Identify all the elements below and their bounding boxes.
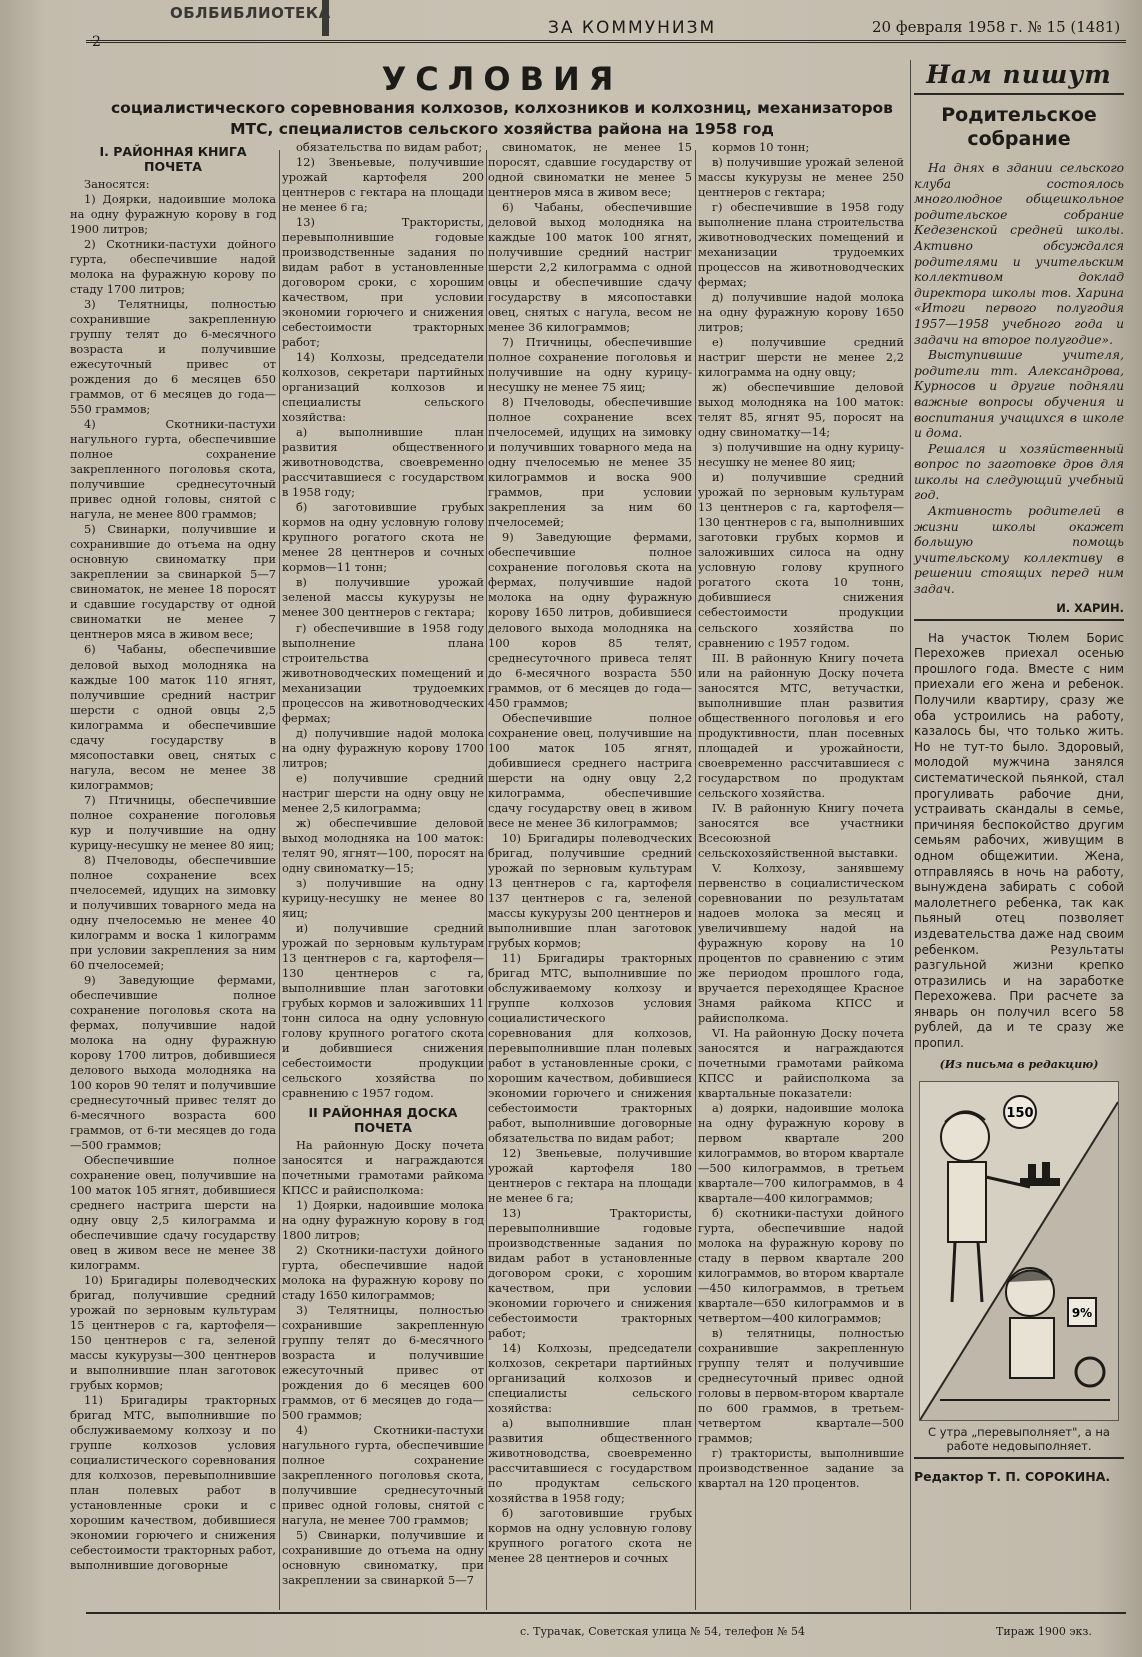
paragraph: 9) Заведующие фермами, обеспечившие полное сохранение поголовья скота на фермах, получившие надой молока на одну фуражную корову 1700 литров, добившиеся делового выхода молодняка на 100 коров 90 телят и получившие среднесуточный привес телят до 6-месячного возраста 600 граммов, от 6-ти месяцев до года—500 граммов; bbox=[70, 972, 276, 1152]
article-headline bbox=[90, 60, 914, 140]
paragraph: 14) Колхозы, председатели колхозов, секретари партийных организаций колхозов и специалисты сельского хозяйства: bbox=[488, 1341, 692, 1416]
editor-credit: Редактор Т. П. СОРОКИНА. bbox=[914, 1468, 1111, 1484]
paragraph: 5) Свинарки, получившие и сохранившие до отъема на одну основную свиноматку при закреплении за свинаркой 5—7 свиноматок, не менее 18 поросят и сдавшие государству от одной свиноматки не менее 7 центнеров мяса в живом весе; bbox=[70, 522, 276, 642]
paragraph: 4) Скотники-пастухи нагульного гурта, обеспечившие полное сохранение закрепленного поголовья скота, получившие среднесуточный привес одной головы, снятой с нагула, не менее 800 граммов; bbox=[70, 417, 276, 522]
paragraph: обязательства по видам работ; bbox=[296, 140, 483, 154]
column-2-text-b bbox=[282, 1138, 484, 1588]
paragraph: 14) Колхозы, председатели колхозов, секретари партийных организаций колхозов и специалисты сельского хозяйства: bbox=[282, 350, 484, 425]
cartoon-illustration bbox=[919, 1081, 1119, 1421]
paragraph: з) получившие на одну курицу-несушку не менее 80 яиц; bbox=[282, 875, 484, 920]
paragraph: Заносятся: bbox=[84, 177, 150, 191]
paragraph: 2) Скотники-пастухи дойного гурта, обеспечившие надой молока на фуражную корову по стаду 1650 килограммов; bbox=[282, 1243, 484, 1303]
paragraph: д) получившие надой молока на одну фуражную корову 1700 литров; bbox=[282, 725, 484, 770]
article-title: УСЛОВИЯ bbox=[381, 60, 623, 98]
paragraph: Активность родителей в жизни школы окажет большую помощь учительскому коллективу в решении стоящих перед ним задач. bbox=[914, 504, 1124, 597]
rubric-rule bbox=[914, 93, 1124, 95]
paragraph: г) обеспечившие в 1958 году выполнение плана строительства животноводческих помещений и механизации трудоемких процессов на животноводческих фермах; bbox=[282, 620, 484, 725]
letter-title: Родительское собрание bbox=[941, 104, 1097, 150]
letter-text bbox=[914, 161, 1124, 598]
sidebar bbox=[914, 60, 1124, 1610]
paragraph: 6) Чабаны, обеспечившие деловой выход молодняка на каждые 100 маток 110 ягнят, получившие средний настриг шерсти с одной овцы 2,5 килограмма и обеспечившие сдачу государству в мясопоставки овец, снятых с нагула, весом не менее 38 килограммов; bbox=[70, 642, 276, 792]
cartoon-caption: С утра „перевыполняет", а на работе недовыполняет. bbox=[928, 1424, 1110, 1453]
sidebar-rule bbox=[914, 619, 1124, 621]
story-paragraph: На участок Тюлем Борис Перехожев приехал осенью прошлого года. Вместе с ним приехали его жена и ребенок. Получили квартиру, сразу же оба устроились на работу, казалось бы, что только жить. Но не тут-то было. Здоровый, молодой мужчина занялся систематической пьянкой, стал прогуливать рабочие дни, устраивать скандалы в семье, причиняя беспокойство другим семьям рабочих, живущим в одном общежитии. Жена, отправляясь в ночь на работу, вынуждена забирать с собой малолетнего ребенка, так как пьяный отец позволяет издевательства даже над своим ребенком. Результаты разгульной жизни крепко отразились и на заработке Перехожева. При расчете за январь он получил всего 58 рублей, да и те сразу же пропил. bbox=[914, 630, 1124, 1051]
paragraph: 4) Скотники-пастухи нагульного гурта, обеспечившие полное сохранение закрепленного поголовья скота, получившие среднесуточный привес одной головы, снятой с нагула, не менее 700 граммов; bbox=[282, 1423, 484, 1528]
paragraph: 8) Пчеловоды, обеспечившие полное сохранение всех пчелосемей, идущих на зимовку и получивших товарного меда на одну пчелосемью не менее 35 килограммов и воска 900 граммов, при условии закрепления за ним 60 пчелосемей; bbox=[488, 395, 692, 530]
paragraph: IV. В районную Книгу почета заносятся все участники Всесоюзной сельскохозяйственной выставки. bbox=[698, 800, 904, 860]
paragraph: 7) Птичницы, обеспечившие полное сохранение поголовья кур и получившие на одну курицу-несушку не менее 80 яиц; bbox=[70, 792, 276, 852]
paragraph: 11) Бригадиры тракторных бригад МТС, выполнившие по обслуживаемому колхозу и по группе колхозов условия социалистического соревнования для колхозов, перевыполнившие план полевых работ в установленные сроки и с хорошим качеством, добившиеся экономии горючего и снижения себестоимости тракторных работ, выполнившие договорные bbox=[70, 1393, 276, 1573]
paragraph: в) получившие урожай зеленой массы кукурузы не менее 250 центнеров с гектара; bbox=[698, 155, 904, 200]
article-column-3 bbox=[488, 140, 692, 1608]
issue-date: 20 февраля 1958 г. № 15 (1481) bbox=[872, 18, 1121, 36]
column-4-text bbox=[698, 140, 904, 1491]
paragraph: е) получившие средний настриг шерсти на одну овцу не менее 2,5 килограмма; bbox=[282, 770, 484, 815]
page-number: 2 bbox=[92, 34, 101, 50]
footer-address: с. Турачак, Советская улица № 54, телефон № 54 bbox=[520, 1625, 805, 1638]
paragraph: 10) Бригадиры полеводческих бригад, получившие средний урожай по зерновым культурам 13 центнеров с га, картофеля 137 центнеров с га, зеленой массы кукурузы 200 центнеров и выполнившие план заготовок грубых кормов; bbox=[488, 830, 692, 950]
paragraph: 13) Трактористы, перевыполнившие годовые производственные задания по видам работ в установленные договором сроки, с хорошим качеством, при условии экономии горючего и снижения себестоимости тракторных работ; bbox=[282, 215, 484, 350]
paragraph: 3) Телятницы, полностью сохранившие закрепленную группу телят до 6-месячного возраста и получившие ежесуточный привес от рождения до 6 месяцев 600 граммов, от 6 месяцев до года—500 граммов; bbox=[282, 1303, 484, 1423]
from-letter-note: (Из письма в редакцию) bbox=[939, 1057, 1099, 1071]
paragraph: 9) Заведующие фермами, обеспечившие полное сохранение поголовья скота на фермах, получившие надой молока на одну фуражную корову 1650 литров, добившиеся делового выхода молодняка на 100 коров 85 телят, среднесуточного привеса телят до 6-месячного возраста 550 граммов, от 6 месяцев до года—450 граммов; bbox=[488, 530, 692, 710]
letter-signature: И. ХАРИН. bbox=[1056, 600, 1124, 615]
top-rule bbox=[86, 40, 1126, 43]
paragraph: б) заготовившие грубых кормов на одну условную голову крупного рогатого скота не менее 28 центнеров и сочных кормов—11 тонн; bbox=[282, 500, 484, 575]
paragraph: На днях в здании сельского клуба состоялось многолюдное общешкольное родительское собрание Кедезенской средней школы. Активно обсуждался родителями и учительским коллективом доклад директора школы тов. Харина «Итоги первого полугодия 1957—1958 учебного года и задачи на второе полугодие». bbox=[914, 161, 1124, 347]
cartoon-label-9: 9% bbox=[1071, 1305, 1093, 1320]
paragraph: VI. На районную Доску почета заносятся и награждаются почетными грамотами райкома КПСС и райисполкома за квартальные показатели: bbox=[698, 1025, 904, 1100]
paragraph: 13) Трактористы, перевыполнившие годовые производственные задания по видам работ в установленные договором сроки, с хорошим качеством, при условии экономии горючего и снижения себестоимости тракторных работ; bbox=[488, 1206, 692, 1341]
paragraph: б) скотники-пастухи дойного гурта, обеспечившие надой молока на фуражную корову по стаду в первом квартале 200 килограммов, во втором квартале—450 килограммов, в третьем квартале—650 килограммов и в четвертом—400 килограммов; bbox=[698, 1206, 904, 1326]
paragraph: свиноматок, не менее 15 поросят, сдавшие государству от одной свиноматки не менее 5 центнеров мяса в живом весе; bbox=[488, 140, 692, 200]
paragraph: ж) обеспечившие деловой выход молодняка на 100 маток: телят 90, ягнят—100, поросят на одну свиноматку—15; bbox=[282, 815, 484, 875]
section-1-heading: I. РАЙОННАЯ КНИГА ПОЧЕТА bbox=[99, 144, 247, 174]
paragraph: 7) Птичницы, обеспечившие полное сохранение поголовья и получившие на одну курицу-несушку не менее 75 яиц; bbox=[488, 335, 692, 395]
paragraph: в) получившие урожай зеленой массы кукурузы не менее 300 центнеров с гектара; bbox=[282, 575, 484, 620]
paragraph: 11) Бригадиры тракторных бригад МТС, выполнившие по обслуживаемому колхозу и группе колхозов условия социалистического соревнования для колхозов, перевыполнившие план полевых работ в установленные сроки, с хорошим качеством, добившиеся экономии горючего и снижения себестоимости тракторных работ, выполнившие договорные обязательства по видам работ; bbox=[488, 950, 692, 1146]
article-column-4 bbox=[698, 140, 904, 1608]
section-2-heading: II РАЙОННАЯ ДОСКА ПОЧЕТА bbox=[308, 1105, 458, 1135]
story-text bbox=[914, 631, 1124, 1052]
column-divider bbox=[695, 150, 696, 1610]
paragraph: а) доярки, надоившие молока на одну фуражную корову в первом квартале 200 килограммов, во втором квартале—500 килограммов, в третьем квартале—700 килограммов, в 4 квартале—400 килограммов; bbox=[698, 1101, 904, 1206]
paragraph: 10) Бригадиры полеводческих бригад, получившие средний урожай по зерновым культурам 15 центнеров с га, картофеля—150 центнеров с га, зеленой массы кукурузы—300 центнеров и выполнившие план заготовок грубых кормов; bbox=[70, 1273, 276, 1393]
column-2-text-a bbox=[282, 140, 484, 1101]
column-divider bbox=[279, 150, 280, 1610]
library-stamp: ОБЛБИБЛИОТЕКА bbox=[170, 4, 331, 22]
paragraph: в) телятницы, полностью сохранившие закрепленную группу телят и получившие среднесуточный привес одной головы в первом-втором квартале по 600 граммов, в третьем-четвертом квартале—500 граммов; bbox=[698, 1326, 904, 1446]
paragraph: 1) Доярки, надоившие молока на одну фуражную корову в год 1800 литров; bbox=[282, 1198, 484, 1243]
paragraph: д) получившие надой молока на одну фуражную корову 1650 литров; bbox=[698, 290, 904, 335]
article-column-1 bbox=[70, 140, 276, 1608]
paragraph: 1) Доярки, надоившие молока на одну фуражную корову в год 1900 литров; bbox=[70, 192, 276, 237]
paragraph: Обеспечившие полное сохранение овец, получившие на 100 маток 105 ягнят, добившиеся среднего настрига шерсти на одну овцу 2,2 килограмма, обеспечившие сдачу государству овец в живом весе не менее 36 килограммов; bbox=[488, 710, 692, 830]
paragraph: е) получившие средний настриг шерсти не менее 2,2 килограмма на одну овцу; bbox=[698, 335, 904, 380]
article-column-2 bbox=[282, 140, 484, 1608]
column-3-text bbox=[488, 140, 692, 1566]
paragraph: Обеспечившие полное сохранение овец, получившие на 100 маток 105 ягнят, добившиеся среднего настрига шерсти на одну овцу 2,5 килограмма и обеспечившие сдачу государству овец в живом весе не менее 38 килограмм. bbox=[70, 1153, 276, 1273]
paragraph: 5) Свинарки, получившие и сохранившие до отъема на одну основную свиноматку, при закреплении за свинаркой 5—7 bbox=[282, 1528, 484, 1588]
paragraph: 8) Пчеловоды, обеспечившие полное сохранение всех пчелосемей, идущих на зимовку и получивших товарного меда на одну пчелосемью не менее 40 килограмм и воска 1 килограмм при условии закрепления за ним 60 пчелосемей; bbox=[70, 852, 276, 972]
paragraph: V. Колхозу, занявшему первенство в социалистическом соревновании по результатам надоев молока за месяц и увеличившему надой на фуражную корову на 10 процентов по сравнению с этим же периодом прошлого года, вручается переходящее Красное Знамя райкома КПСС и райисполкома. bbox=[698, 860, 904, 1025]
paragraph: На районную Доску почета заносятся и награждаются почетными грамотами райкома КПСС и райисполкома: bbox=[282, 1138, 484, 1198]
editor-rule bbox=[914, 1457, 1124, 1459]
paragraph: 12) Звеньевые, получившие урожай картофеля 200 центнеров с гектара на площади не менее 6 га; bbox=[282, 155, 484, 215]
footer-circulation: Тираж 1900 экз. bbox=[996, 1625, 1092, 1638]
paragraph: 6) Чабаны, обеспечившие деловой выход молодняка на каждые 100 маток 100 ягнят, получившие средний настриг шерсти 2,2 килограмма с одной овцы и обеспечившие сдачу государству в мясопоставки овец, снятых с нагула, весом не менее 36 килограммов; bbox=[488, 200, 692, 335]
paragraph: ж) обеспечившие деловой выход молодняка на 100 маток: телят 85, ягнят 95, поросят на одну свиноматку—14; bbox=[698, 380, 904, 440]
article-subtitle: социалистического соревнования колхозов, колхозников и колхозниц, механизаторов МТС, специалистов сельского хозяйства района на 1958 год bbox=[110, 99, 893, 138]
bottom-rule bbox=[86, 1612, 1126, 1614]
paragraph: и) получившие средний урожай по зерновым культурам 13 центнеров с га, картофеля—130 центнеров с га, выполнивших заготовки грубых кормов и заложивших силоса на одну условную голову крупного рогатого скота 10 тонн, добившиеся снижения себестоимости продукции сельского хозяйства по сравнению с 1957 годом. bbox=[698, 470, 904, 650]
column-1-text bbox=[70, 177, 276, 1573]
paragraph: а) выполнившие план развития общественного животноводства, своевременно рассчитавшиеся с государством в 1958 году; bbox=[282, 425, 484, 500]
sidebar-divider bbox=[910, 60, 911, 1610]
paragraph: III. В районную Книгу почета или на районную Доску почета заносятся МТС, ветучастки, выполнившие план развития общественного поголовья и его продуктивности, план посевных площадей и урожайности, своевременно рассчитавшиеся с государством по продуктам сельского хозяйства. bbox=[698, 650, 904, 800]
paragraph: 2) Скотники-пастухи дойного гурта, обеспечившие надой молока на фуражную корову по стаду 1700 литров; bbox=[70, 237, 276, 297]
paragraph: б) заготовившие грубых кормов на одну условную голову крупного рогатого скота не менее 28 центнеров и сочных bbox=[488, 1506, 692, 1566]
paragraph: з) получившие на одну курицу-несушку не менее 80 яиц; bbox=[698, 440, 904, 470]
rubric-heading: Нам пишут bbox=[926, 60, 1112, 89]
paragraph: г) обеспечившие в 1958 году выполнение плана строительства животноводческих помещений и механизации трудоемких процессов на животноводческих фермах; bbox=[698, 200, 904, 290]
cartoon-label-150: 150 bbox=[1006, 1105, 1034, 1121]
cartoon-drawing bbox=[920, 1082, 1118, 1420]
paragraph: и) получившие средний урожай по зерновым культурам 13 центнеров с га, картофеля—130 центнеров с га, выполнившие план заготовки грубых кормов и заложивших 11 тонн силоса на одну условную голову крупного рогатого скота и добившиеся снижения себестоимости продукции сельского хозяйства по сравнению с 1957 годом. bbox=[282, 920, 484, 1100]
paragraph: а) выполнившие план развития общественного животноводства, своевременно рассчитавшиеся с государством по продуктам сельского хозяйства в 1958 году; bbox=[488, 1416, 692, 1506]
paragraph: кормов 10 тонн; bbox=[712, 140, 810, 154]
paragraph: 3) Телятницы, полностью сохранившие закрепленную группу телят до 6-месячного возраста и получившие ежесуточный привес от рождения до 6 месяцев 650 граммов, от 6 месяцев до года—550 граммов; bbox=[70, 297, 276, 417]
paragraph: Решался и хозяйственный вопрос по заготовке дров для школы на следующий учебный год. bbox=[914, 441, 1124, 503]
paragraph: 12) Звеньевые, получившие урожай картофеля 180 центнеров с гектара на площади не менее 6 га; bbox=[488, 1146, 692, 1206]
paragraph: Выступившие учителя, родители тт. Александрова, Курносов и другие подняли важные вопросы обучения и воспитания учащихся в школе и дома. bbox=[914, 348, 1124, 441]
newspaper-name: ЗА КОММУНИЗМ bbox=[548, 18, 717, 38]
paragraph: г) трактористы, выполнившие производственное задание за квартал на 120 процентов. bbox=[698, 1446, 904, 1491]
column-divider bbox=[486, 150, 487, 1610]
